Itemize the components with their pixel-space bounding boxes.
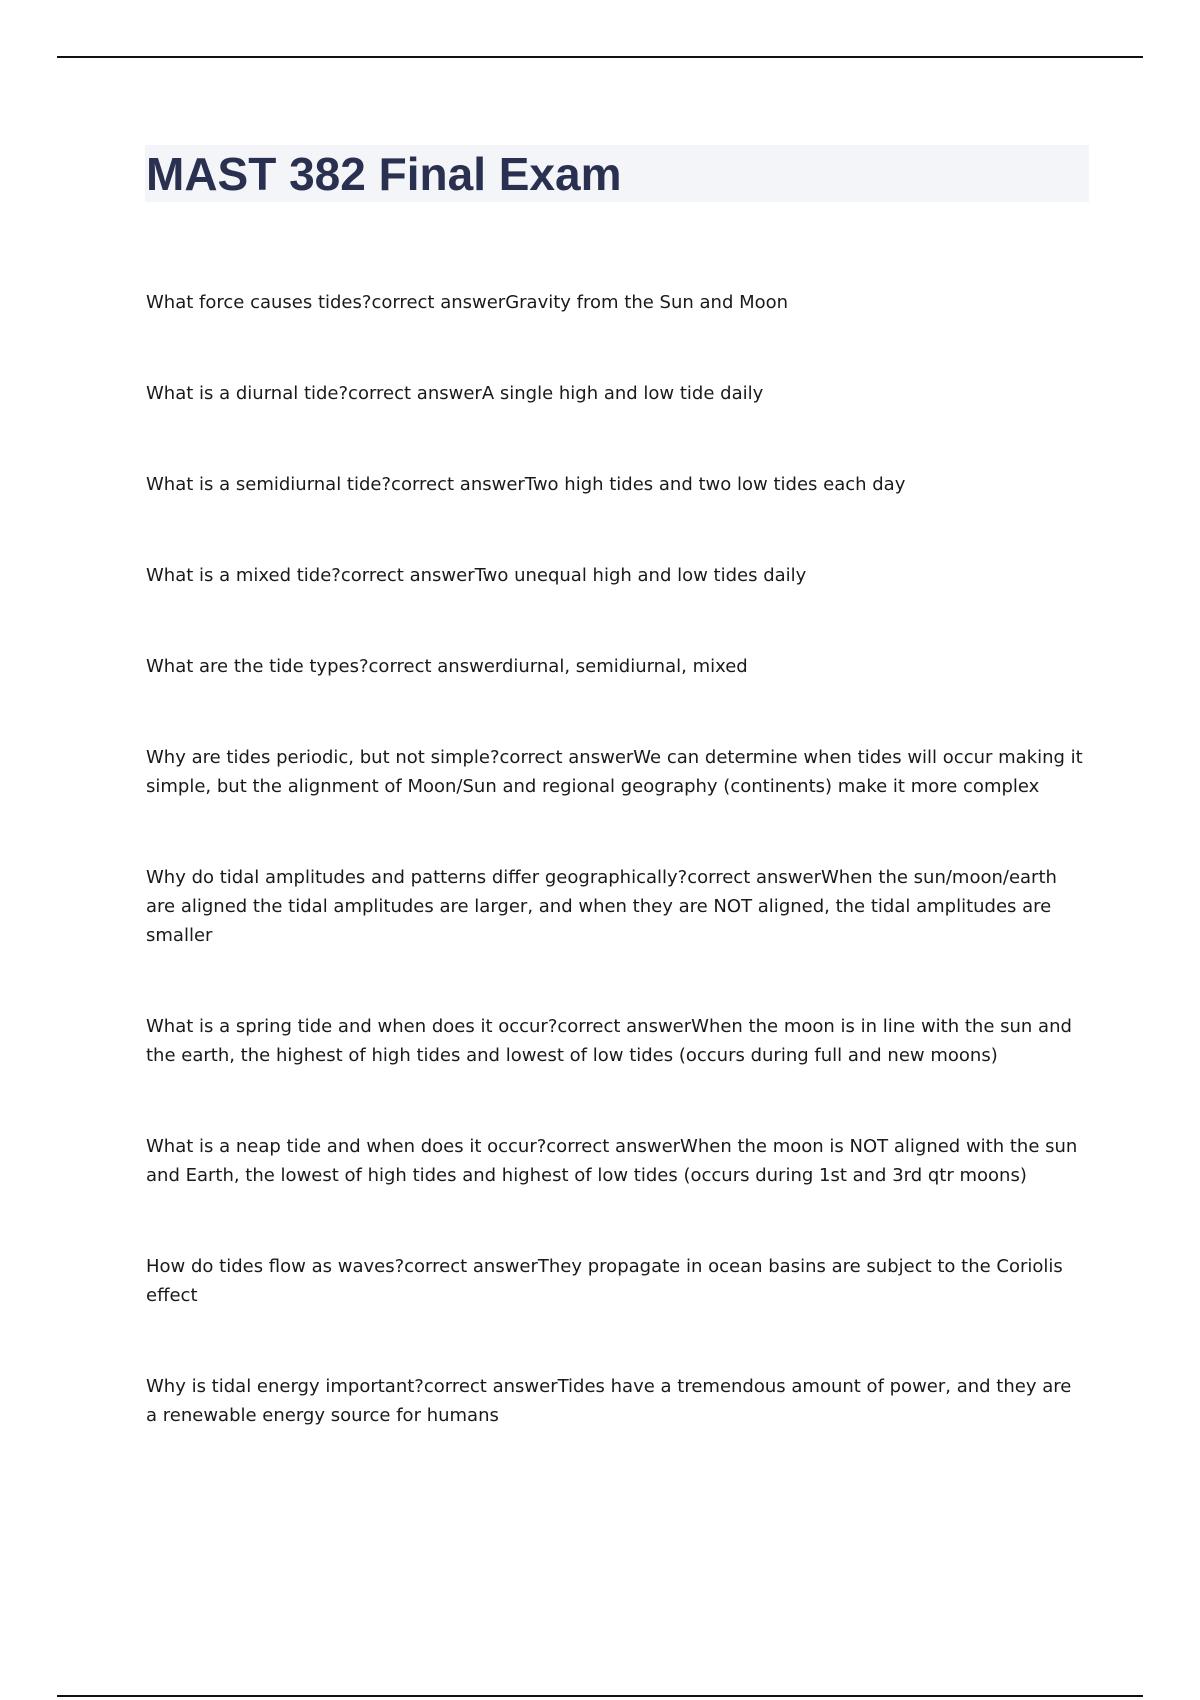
- qa-list: [146, 288, 1086, 1430]
- qa-item: What is a mixed tide?correct answerTwo unequal high and low tides daily: [146, 565, 807, 586]
- qa-item: How do tides flow as waves?correct answerThey propagate in ocean basins are subject to the Coriolis effect: [146, 1256, 1063, 1306]
- bottom-rule: [57, 1695, 1143, 1697]
- qa-item: What force causes tides?correct answerGravity from the Sun and Moon: [146, 292, 789, 313]
- qa-item: What are the tide types?correct answerdiurnal, semidiurnal, mixed: [146, 656, 748, 677]
- page-title: MAST 382 Final Exam: [146, 148, 622, 200]
- qa-item: Why do tidal amplitudes and patterns differ geographically?correct answerWhen the sun/moon/earth are aligned the tidal amplitudes are larger, and when they are NOT aligned, the tidal amplitudes are smaller: [146, 867, 1057, 946]
- qa-item: Why is tidal energy important?correct answerTides have a tremendous amount of power, and they are a renewable energy source for humans: [146, 1376, 1072, 1426]
- qa-item: What is a diurnal tide?correct answerA single high and low tide daily: [146, 383, 764, 404]
- qa-item: What is a semidiurnal tide?correct answerTwo high tides and two low tides each day: [146, 474, 906, 495]
- qa-item: What is a spring tide and when does it occur?correct answerWhen the moon is in line with the sun and the earth, the highest of high tides and lowest of low tides (occurs during full and new moons): [146, 1016, 1072, 1066]
- qa-item: What is a neap tide and when does it occur?correct answerWhen the moon is NOT aligned with the sun and Earth, the lowest of high tides and highest of low tides (occurs during 1st and 3rd qtr moons): [146, 1136, 1078, 1186]
- qa-item: Why are tides periodic, but not simple?correct answerWe can determine when tides will occur making it simple, but the alignment of Moon/Sun and regional geography (continents) make it more complex: [146, 747, 1083, 797]
- top-rule: [57, 56, 1143, 58]
